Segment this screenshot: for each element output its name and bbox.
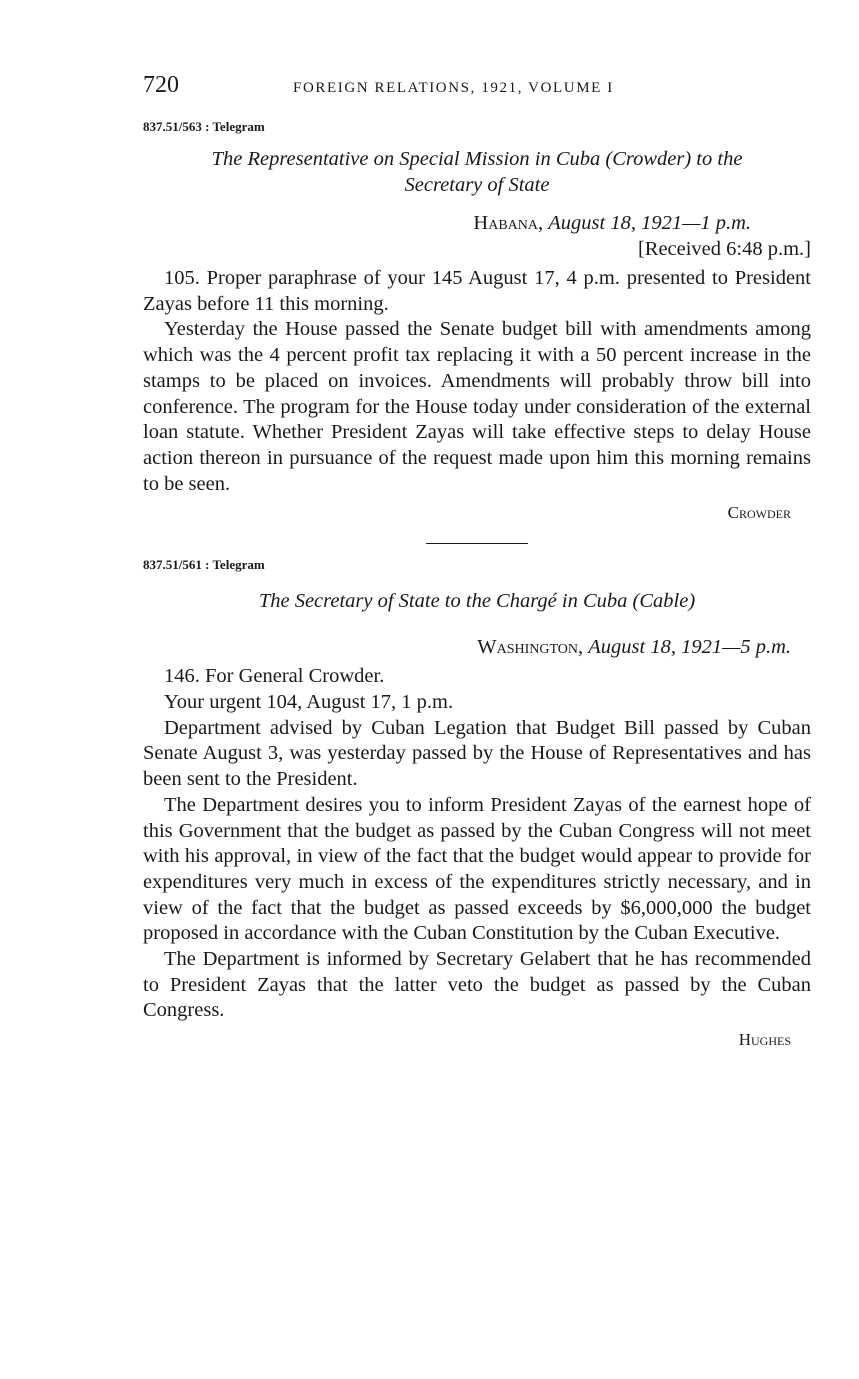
running-head (143, 72, 811, 106)
dateline-place: Habana (473, 212, 539, 234)
received-time: [Received 6:48 p.m.] (637, 238, 811, 260)
dateline: Washington, August 18, 1921—5 p.m. (477, 636, 791, 659)
body-paragraph: 146. For General Crowder. (164, 665, 385, 688)
dateline: Habana, August 18, 1921—1 p.m. (473, 212, 751, 234)
dateline-date: August 18, 1921—5 p.m. (588, 636, 791, 659)
document-page (143, 72, 811, 1052)
signature: Crowder (727, 503, 791, 523)
signature: Hughes (738, 1030, 791, 1050)
document-title (143, 146, 811, 198)
dateline-place: Washington (477, 636, 579, 659)
document-title-line: The Representative on Special Mission in Cuba (Crowder) to the (211, 148, 743, 170)
page-number: 720 (143, 72, 179, 98)
body-paragraph: Department advised by Cuban Legation that Budget Bill passed by Cuban Senate August 3, was yesterday passed by the House of Representatives and has been sent to the President. (143, 716, 811, 791)
telegram-crowder (143, 118, 811, 525)
file-reference: 837.51/561 : Telegram (143, 557, 265, 573)
document-title (143, 588, 811, 614)
file-reference: 837.51/563 : Telegram (143, 119, 265, 134)
body-paragraph: Your urgent 104, August 17, 1 p.m. (164, 691, 454, 714)
body-paragraph: The Department is informed by Secretary Gelabert that he has recommended to President Zayas that the latter veto the budget as passed by the Cuban Congress. (143, 948, 811, 1022)
telegram-body (143, 266, 811, 497)
body-paragraph: Yesterday the House passed the Senate budget bill with amendments among which was the 4 percent profit tax replacing it with a 50 percent increase in the stamps to be placed on invoices. Amendments will probably throw bill into conference. The program for the House today under consideration of the external loan statute. Whether President Zayas will take effective steps to delay House action thereon in pursuance of the request made upon him this morning remains to be seen. (143, 318, 811, 495)
telegram-body (143, 664, 811, 1024)
telegram-hughes (143, 556, 811, 1052)
body-paragraph: 105. Proper paraphrase of your 145 August 17, 4 p.m. presented to President Zayas before 11 this morning. (143, 267, 811, 315)
running-title: FOREIGN RELATIONS, 1921, VOLUME I (293, 80, 614, 96)
body-paragraph: The Department desires you to inform President Zayas of the earnest hope of this Government that the budget as passed by the Cuban Congress will not meet with his approval, in view of the fact that the budget would appear to provide for expenditures very much in excess of the expenditures strictly necessary, and in view of the fact that the budget as passed exceeds by $6,000,000 the budget proposed in accordance with the Cuban Constitution by the Cuban Executive. (143, 793, 811, 945)
dateline-date: August 18, 1921—1 p.m. (548, 212, 751, 234)
document-title-line: Secretary of State (404, 174, 550, 196)
document-title-line: The Secretary of State to the Chargé in Cuba (Cable) (258, 590, 696, 613)
section-divider (426, 543, 528, 544)
